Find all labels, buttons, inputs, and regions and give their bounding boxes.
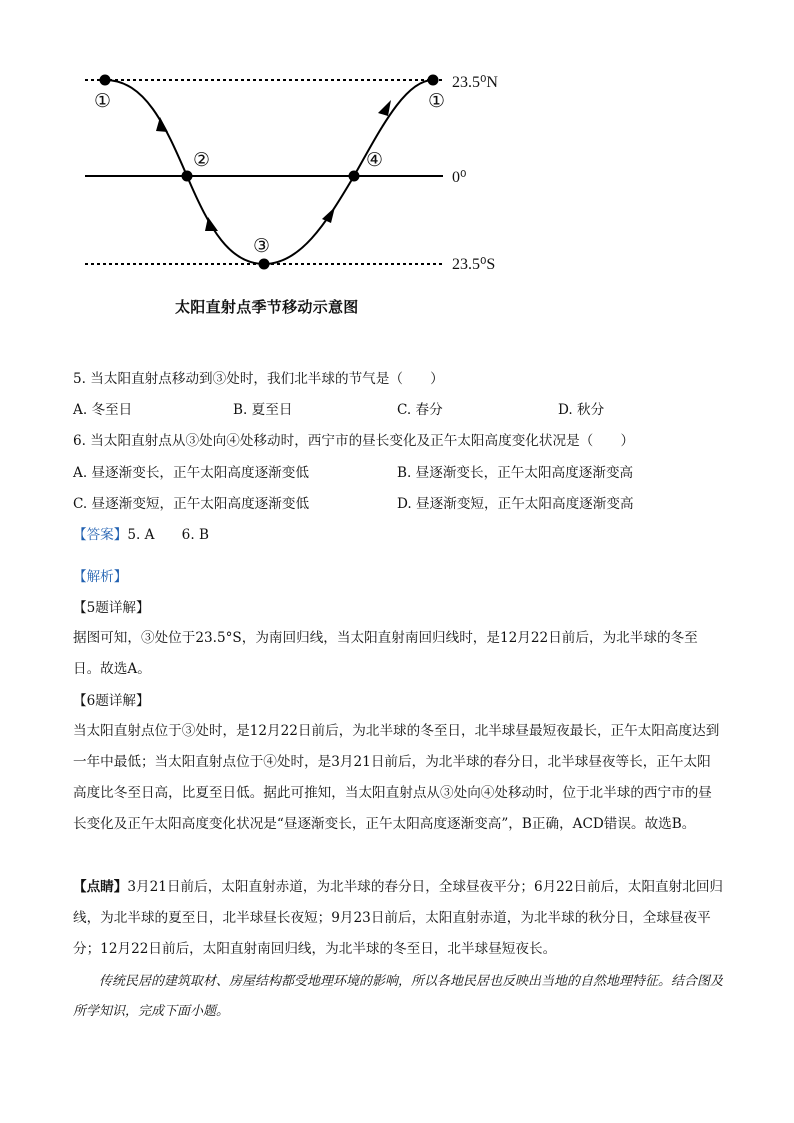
point-3-label: ③ — [253, 235, 271, 257]
point-2-label: ② — [193, 149, 211, 171]
label-23-5-north: 23.5⁰N — [452, 74, 498, 91]
point-1-right-label: ① — [428, 90, 446, 112]
point-1-left — [100, 75, 111, 86]
q5-option-c: C. 春分 — [397, 402, 443, 418]
tip-tag: 【点睛】 — [73, 879, 128, 895]
q6-detail-head: 【6题详解】 — [73, 693, 150, 709]
arrow-3 — [322, 207, 335, 223]
q6-option-c: C. 昼逐渐变短，正午太阳高度逐渐变低 — [73, 496, 310, 512]
diagram-caption: 太阳直射点季节移动示意图 — [175, 298, 359, 316]
q6-option-b: B. 昼逐渐变长，正午太阳高度逐渐变高 — [397, 465, 634, 481]
arrow-1 — [156, 117, 168, 132]
point-1-left-label: ① — [94, 90, 112, 112]
q5-option-b: B. 夏至日 — [233, 402, 293, 418]
point-2 — [182, 171, 193, 182]
answer-line — [73, 525, 209, 545]
analysis-tag: 【解析】 — [73, 569, 128, 585]
point-4 — [349, 171, 360, 182]
label-equator: 0⁰ — [452, 169, 467, 186]
point-1-right — [428, 75, 439, 86]
arrow-4 — [378, 100, 391, 116]
answer-tag: 【答案】 — [73, 527, 128, 543]
q6-option-a: A. 昼逐渐变长，正午太阳高度逐渐变低 — [73, 465, 309, 481]
diagram-svg — [60, 55, 580, 285]
q5-option-d: D. 秋分 — [558, 402, 605, 418]
sun-direct-point-diagram — [60, 55, 580, 285]
next-section-intro: 传统民居的建筑取材、房屋结构都受地理环境的影响，所以各地民居也反映出当地的自然地理特征。结合图及所学知识，完成下面小题。 — [73, 974, 724, 1019]
q5-option-a: A. 冬至日 — [73, 402, 133, 418]
q5-detail-head: 【5题详解】 — [73, 600, 150, 616]
q5-detail-text: 据图可知，③处位于23.5°S，为南回归线，当太阳直射南回归线时，是12月22日前后，为北半球的冬至日。故选A。 — [73, 630, 698, 677]
tip-paragraph — [73, 872, 723, 965]
tip-text: 3月21日前后，太阳直射赤道，为北半球的春分日，全球昼夜平分；6月22日前后，太阳直射北回归线，为北半球的夏至日，北半球昼长夜短；9月23日前后，太阳直射赤道，为北半球的秋分日，全球昼夜平分；12月22日前后，太阳直射南回归线，为北半球的冬至日，北半球昼短夜长。 — [73, 879, 724, 957]
q6-stem: 6. 当太阳直射点从③处向④处移动时，西宁市的昼长变化及正午太阳高度变化状况是（ ） — [73, 433, 635, 449]
point-4-label: ④ — [366, 149, 384, 171]
q5-stem: 5. 当太阳直射点移动到③处时，我们北半球的节气是（ ） — [73, 371, 444, 387]
label-23-5-south: 23.5⁰S — [452, 256, 496, 273]
point-3 — [259, 259, 270, 270]
answer-text: 5. A 6. B — [127, 527, 209, 543]
q6-option-d: D. 昼逐渐变短，正午太阳高度逐渐变高 — [397, 496, 634, 512]
q6-detail-text: 当太阳直射点位于③处时，是12月22日前后，为北半球的冬至日，北半球昼最短夜最长，正午太阳高度达到一年中最低；当太阳直射点位于④处时，是3月21日前后，为北半球的春分日，北半球昼夜等长，正午太阳高度比冬至日高，比夏至日低。据此可推知，当太阳直射点从③处向④处移动时，位于北半球的西宁市的昼长变化及正午太阳高度变化状况是“昼逐渐变长，正午太阳高度逐渐变高”，B正确，ACD错误。故选B。 — [73, 723, 720, 832]
